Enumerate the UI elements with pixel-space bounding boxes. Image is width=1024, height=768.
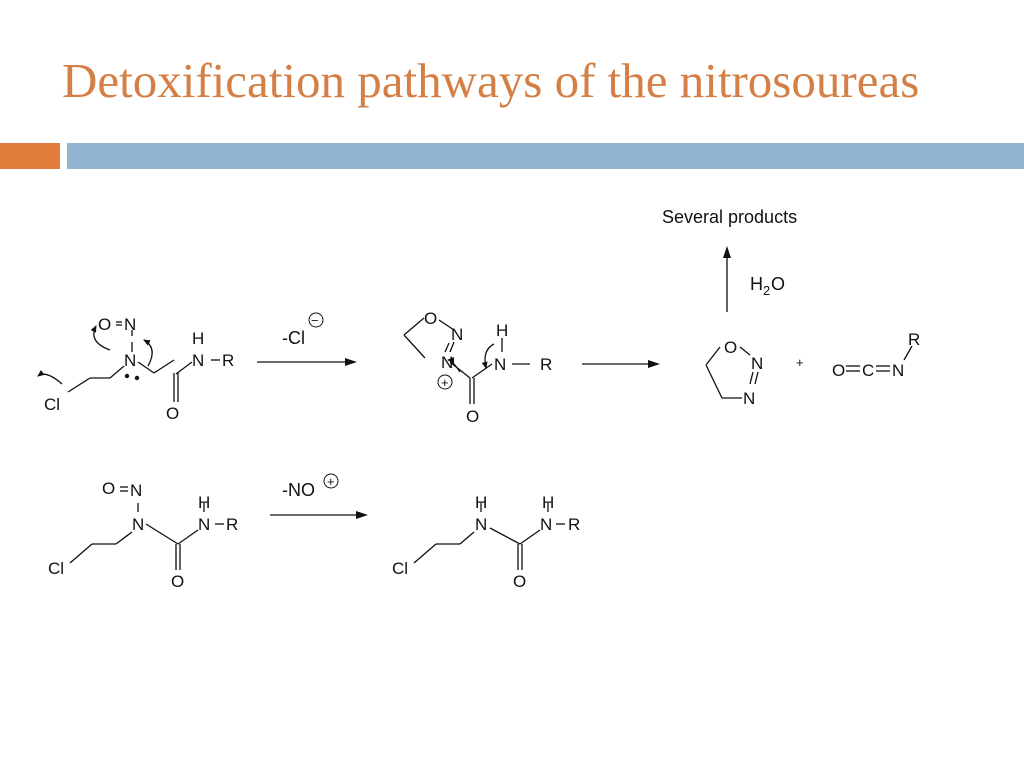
atom-h: H bbox=[542, 493, 555, 512]
atom-o: O bbox=[513, 572, 527, 591]
atom-r: R bbox=[222, 351, 235, 370]
atom-n: N bbox=[751, 354, 764, 373]
urea-product bbox=[414, 503, 565, 570]
water-o: O bbox=[771, 274, 786, 294]
atom-c: C bbox=[862, 361, 875, 380]
atom-o: O bbox=[724, 338, 738, 357]
atom-n: N bbox=[124, 351, 137, 370]
atom-cl: Cl bbox=[392, 559, 409, 578]
atom-o: O bbox=[466, 407, 480, 426]
plus-sign: + bbox=[796, 355, 804, 370]
atom-n: N bbox=[192, 351, 205, 370]
water-subscript: 2 bbox=[763, 283, 771, 298]
atom-h: H bbox=[475, 493, 488, 512]
atom-n: N bbox=[451, 325, 464, 344]
products-label: Several products bbox=[662, 207, 798, 227]
atom-r: R bbox=[226, 515, 239, 534]
atom-r: R bbox=[568, 515, 581, 534]
atom-h: H bbox=[192, 329, 205, 348]
atom-r: R bbox=[908, 330, 921, 349]
atom-o: O bbox=[832, 361, 846, 380]
atom-n: N bbox=[124, 315, 137, 334]
plus-charge: + bbox=[327, 474, 335, 489]
atom-o: O bbox=[102, 479, 116, 498]
water-h: H bbox=[750, 274, 763, 294]
atom-o: O bbox=[171, 572, 185, 591]
atom-n: N bbox=[540, 515, 553, 534]
atom-n: N bbox=[892, 361, 905, 380]
reagent-loss-chloride: -Cl bbox=[282, 328, 305, 348]
atom-o: O bbox=[424, 309, 438, 328]
atom-n: N bbox=[130, 481, 143, 500]
oxadiazoline-intermediate bbox=[404, 318, 530, 404]
atom-o: O bbox=[98, 315, 112, 334]
water-label bbox=[750, 274, 785, 298]
atom-r: R bbox=[540, 355, 553, 374]
atom-h: H bbox=[198, 493, 211, 512]
atom-n: N bbox=[743, 389, 756, 408]
atom-h: H bbox=[496, 321, 509, 340]
atom-n: N bbox=[441, 353, 454, 372]
reagent-loss-nitrosonium: -NO bbox=[282, 480, 315, 500]
atom-n: N bbox=[132, 515, 145, 534]
atom-n: N bbox=[494, 355, 507, 374]
minus-charge: − bbox=[311, 313, 319, 328]
atom-n: N bbox=[475, 515, 488, 534]
atom-cl: Cl bbox=[48, 559, 65, 578]
atom-cl: Cl bbox=[44, 395, 61, 414]
atom-o: O bbox=[166, 404, 180, 423]
slide-title: Detoxification pathways of the nitrosoureas bbox=[62, 53, 920, 108]
plus-charge: + bbox=[441, 375, 449, 390]
lone-pair-dots bbox=[125, 374, 139, 380]
atom-n: N bbox=[198, 515, 211, 534]
